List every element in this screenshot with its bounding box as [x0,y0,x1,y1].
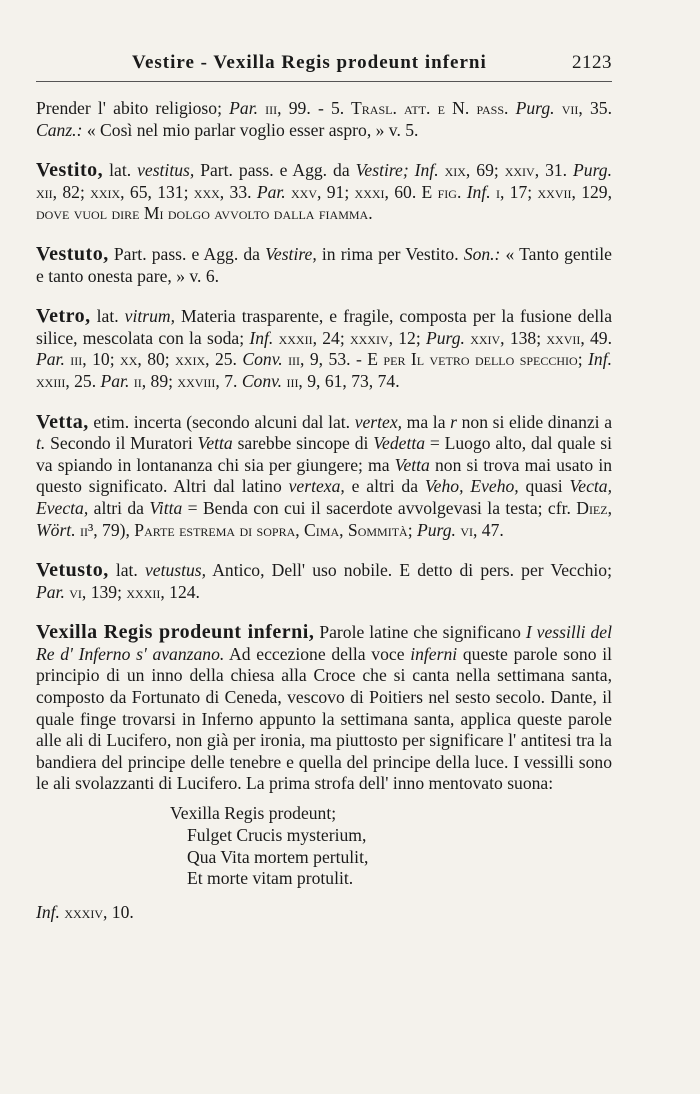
italic-run: Vitta [149,497,183,518]
entry-text [36,98,612,141]
text-run: Secondo il Muratori [45,433,198,454]
smallcaps-run: Diez, [576,497,612,518]
text-run: i, 17; xxvii, 129, dove vuol dire Mi dolgo avvolto dalla fiamma. [36,181,612,224]
text-run: lat. [90,306,125,327]
running-header [36,50,612,80]
text-run: iii, 9, 53. - E per Il vetro dello specchio; [282,349,589,370]
headword: Vetusto, [36,559,109,582]
italic-run: vertexa, [288,476,345,497]
entry-text [36,560,612,603]
text-run: non si elide dinanzi a [456,411,613,432]
text-run: ii, 89; xxviii, 7. [129,370,242,391]
text-run: xxiii, 25. [36,370,101,391]
citation-abbr: Purg. [515,98,555,118]
text-run: Materia trasparente, e fragile, composta per la fusione della silice, mescolata con la soda; [36,306,612,348]
italic-run: Son.: [463,243,501,264]
italic-run: vertex, [354,411,403,432]
text-run: « Tanto gentile e tanto onesta pare, » v. 6. [36,243,612,286]
text-run: iii, 10; xx, 80; xxix, 25. [64,349,243,370]
text-run: e altri da [344,476,425,497]
italic-run: Vetta [394,454,430,475]
italic-run: Purg. [573,160,612,181]
italic-run: Vetta [197,433,233,454]
entry-text [36,160,612,225]
text-run: etim. incerta (secondo alcuni dal lat. [88,411,355,432]
entry-text [36,622,612,795]
text-run: Prender l' abito religioso; [36,98,230,118]
entry-text [36,244,612,287]
italic-run: vestitus, [137,160,195,181]
entry-vestuto [36,244,612,287]
page-number: 2123 [572,52,612,73]
text-run: xxiv, 138; xxvii, 49. [464,327,612,348]
text-run: vi, 139; xxxii, 124. [64,581,200,602]
entry-text [36,412,612,542]
text-run: non si trova mai usato in questo significato. Altri dal latino [36,454,613,497]
italic-run: vitrum, [124,306,176,327]
italic-run: Par. [36,581,65,602]
text-run: lat. [103,160,138,181]
text-run: vi, 47. [455,519,504,540]
text-run: altri da [88,497,150,518]
text-run: xxv, 91; xxxi, 60. E fig. [285,181,467,202]
headword: Vestuto, [36,242,109,265]
entry-continuation [36,98,612,141]
text-run: xxxii, 24; xxxiv, 12; [273,327,426,348]
headword: Vetta, [36,410,89,433]
quotation-reference [36,902,612,924]
text-run: in rima per Vestito. [316,243,464,264]
entry-vexilla [36,622,612,924]
text-run: Parole latine che significano [314,622,526,643]
verse-line: Qua Vita mortem pertulit, [187,846,369,867]
entry-text [36,306,612,392]
entry-vestito [36,160,612,225]
headword: Vexilla Regis prodeunt inferni, [36,621,315,644]
entry-vetusto [36,560,612,603]
text-run: ii³, 79), Parte estrema di sopra, Cima, Sommità; [75,519,417,540]
italic-run: t. [36,433,46,454]
italic-run: Par. [36,349,65,370]
italic-run: Purg. [426,327,465,348]
italic-run: vetustus, [144,560,207,581]
text-run: = Benda con cui il sacerdote avvolgevasi la testa; cfr. [182,497,577,518]
italic-run: Vedetta [373,433,426,454]
italic-run: inferni [410,643,458,664]
entry-vetta [36,412,612,542]
text-run: xxxiv, 10. [59,902,134,923]
citation-abbr: Canz.: [36,119,83,140]
entry-vetro [36,306,612,392]
text-run: Part. pass. e Agg. da [108,243,266,264]
italic-run: Inf. [249,327,274,348]
page-body [36,98,612,943]
header-rule [36,81,612,82]
text-run: iii, 9, 61, 73, 74. [282,370,400,391]
text-run: « Così nel mio parlar voglio esser aspro, » v. 5. [82,119,419,140]
headword: Vetro, [36,305,91,328]
verse-line: Vexilla Regis prodeunt; [170,803,337,824]
italic-run: Vestire, [265,243,317,264]
italic-run: Vestire; Inf. [355,160,439,181]
text-run: = Luogo alto, dal quale si va spiando in lontananza chi sia per giungere; ma [36,433,612,475]
verse-line: Fulget Crucis mysterium, [187,824,367,845]
italic-run: Inf. [588,349,612,370]
italic-run: Conv. [241,370,283,391]
italic-run: Wört. [36,519,76,540]
italic-run: Inf. [466,181,491,202]
text-run: Ad eccezione della voce [224,643,411,664]
italic-run: Par. [100,370,130,391]
text-run: ma la [402,411,451,432]
text-run: lat. [108,560,145,581]
text-run: xii, 82; xxix, 65, 131; xxx, 33. [36,181,257,202]
italic-run: Par. [256,181,286,202]
italic-run: Conv. [242,349,283,370]
text-run: Part. pass. e Agg. da [194,160,356,181]
text-run: xix, 69; xxiv, 31. [438,160,574,181]
text-run: queste parole sono il principio di un inno della chiesa alla Croce che si canta nella settimana santa, composto da Fortunato di Ceneda, vescovo di Poitiers nel sesto secolo. Dante, il quale finge trovarsi in Inferno appunto la settimana santa, applica queste parole alle ali di Lucifero, non già per ironia, ma piuttosto per significare l' antitesi tra la bandiera del principe delle tenebre e quella del principe della luce. I vessilli sono le ali svolazzanti di Lucifero. La prima strofa dell' inno mentovato suona: [36,643,613,794]
hymn-quotation [170,803,612,890]
italic-run: Purg. [416,519,456,540]
running-title: Vestire - Vexilla Regis prodeunt inferni [132,52,487,73]
citation-abbr: Par. [229,98,258,118]
verse-line: Et morte vitam protulit. [187,868,354,889]
text-run: iii, 99. - 5. Trasl. att. e N. pass. [258,98,516,118]
italic-run: I vessilli del Re d' Inferno s' avanzano. [36,622,613,664]
text-run: quasi [518,476,570,497]
italic-run: Veho, Eveho, [424,476,519,497]
text-run: vii, 35. [554,98,612,118]
italic-run: Inf. [36,902,60,923]
headword: Vestito, [36,159,104,182]
italic-run: r [450,411,457,432]
text-run: sarebbe sincope di [232,433,374,454]
italic-run: Vecta, Evecta, [36,476,612,518]
text-run: Antico, Dell' uso nobile. E detto di pers. per Vecchio; [206,560,612,581]
